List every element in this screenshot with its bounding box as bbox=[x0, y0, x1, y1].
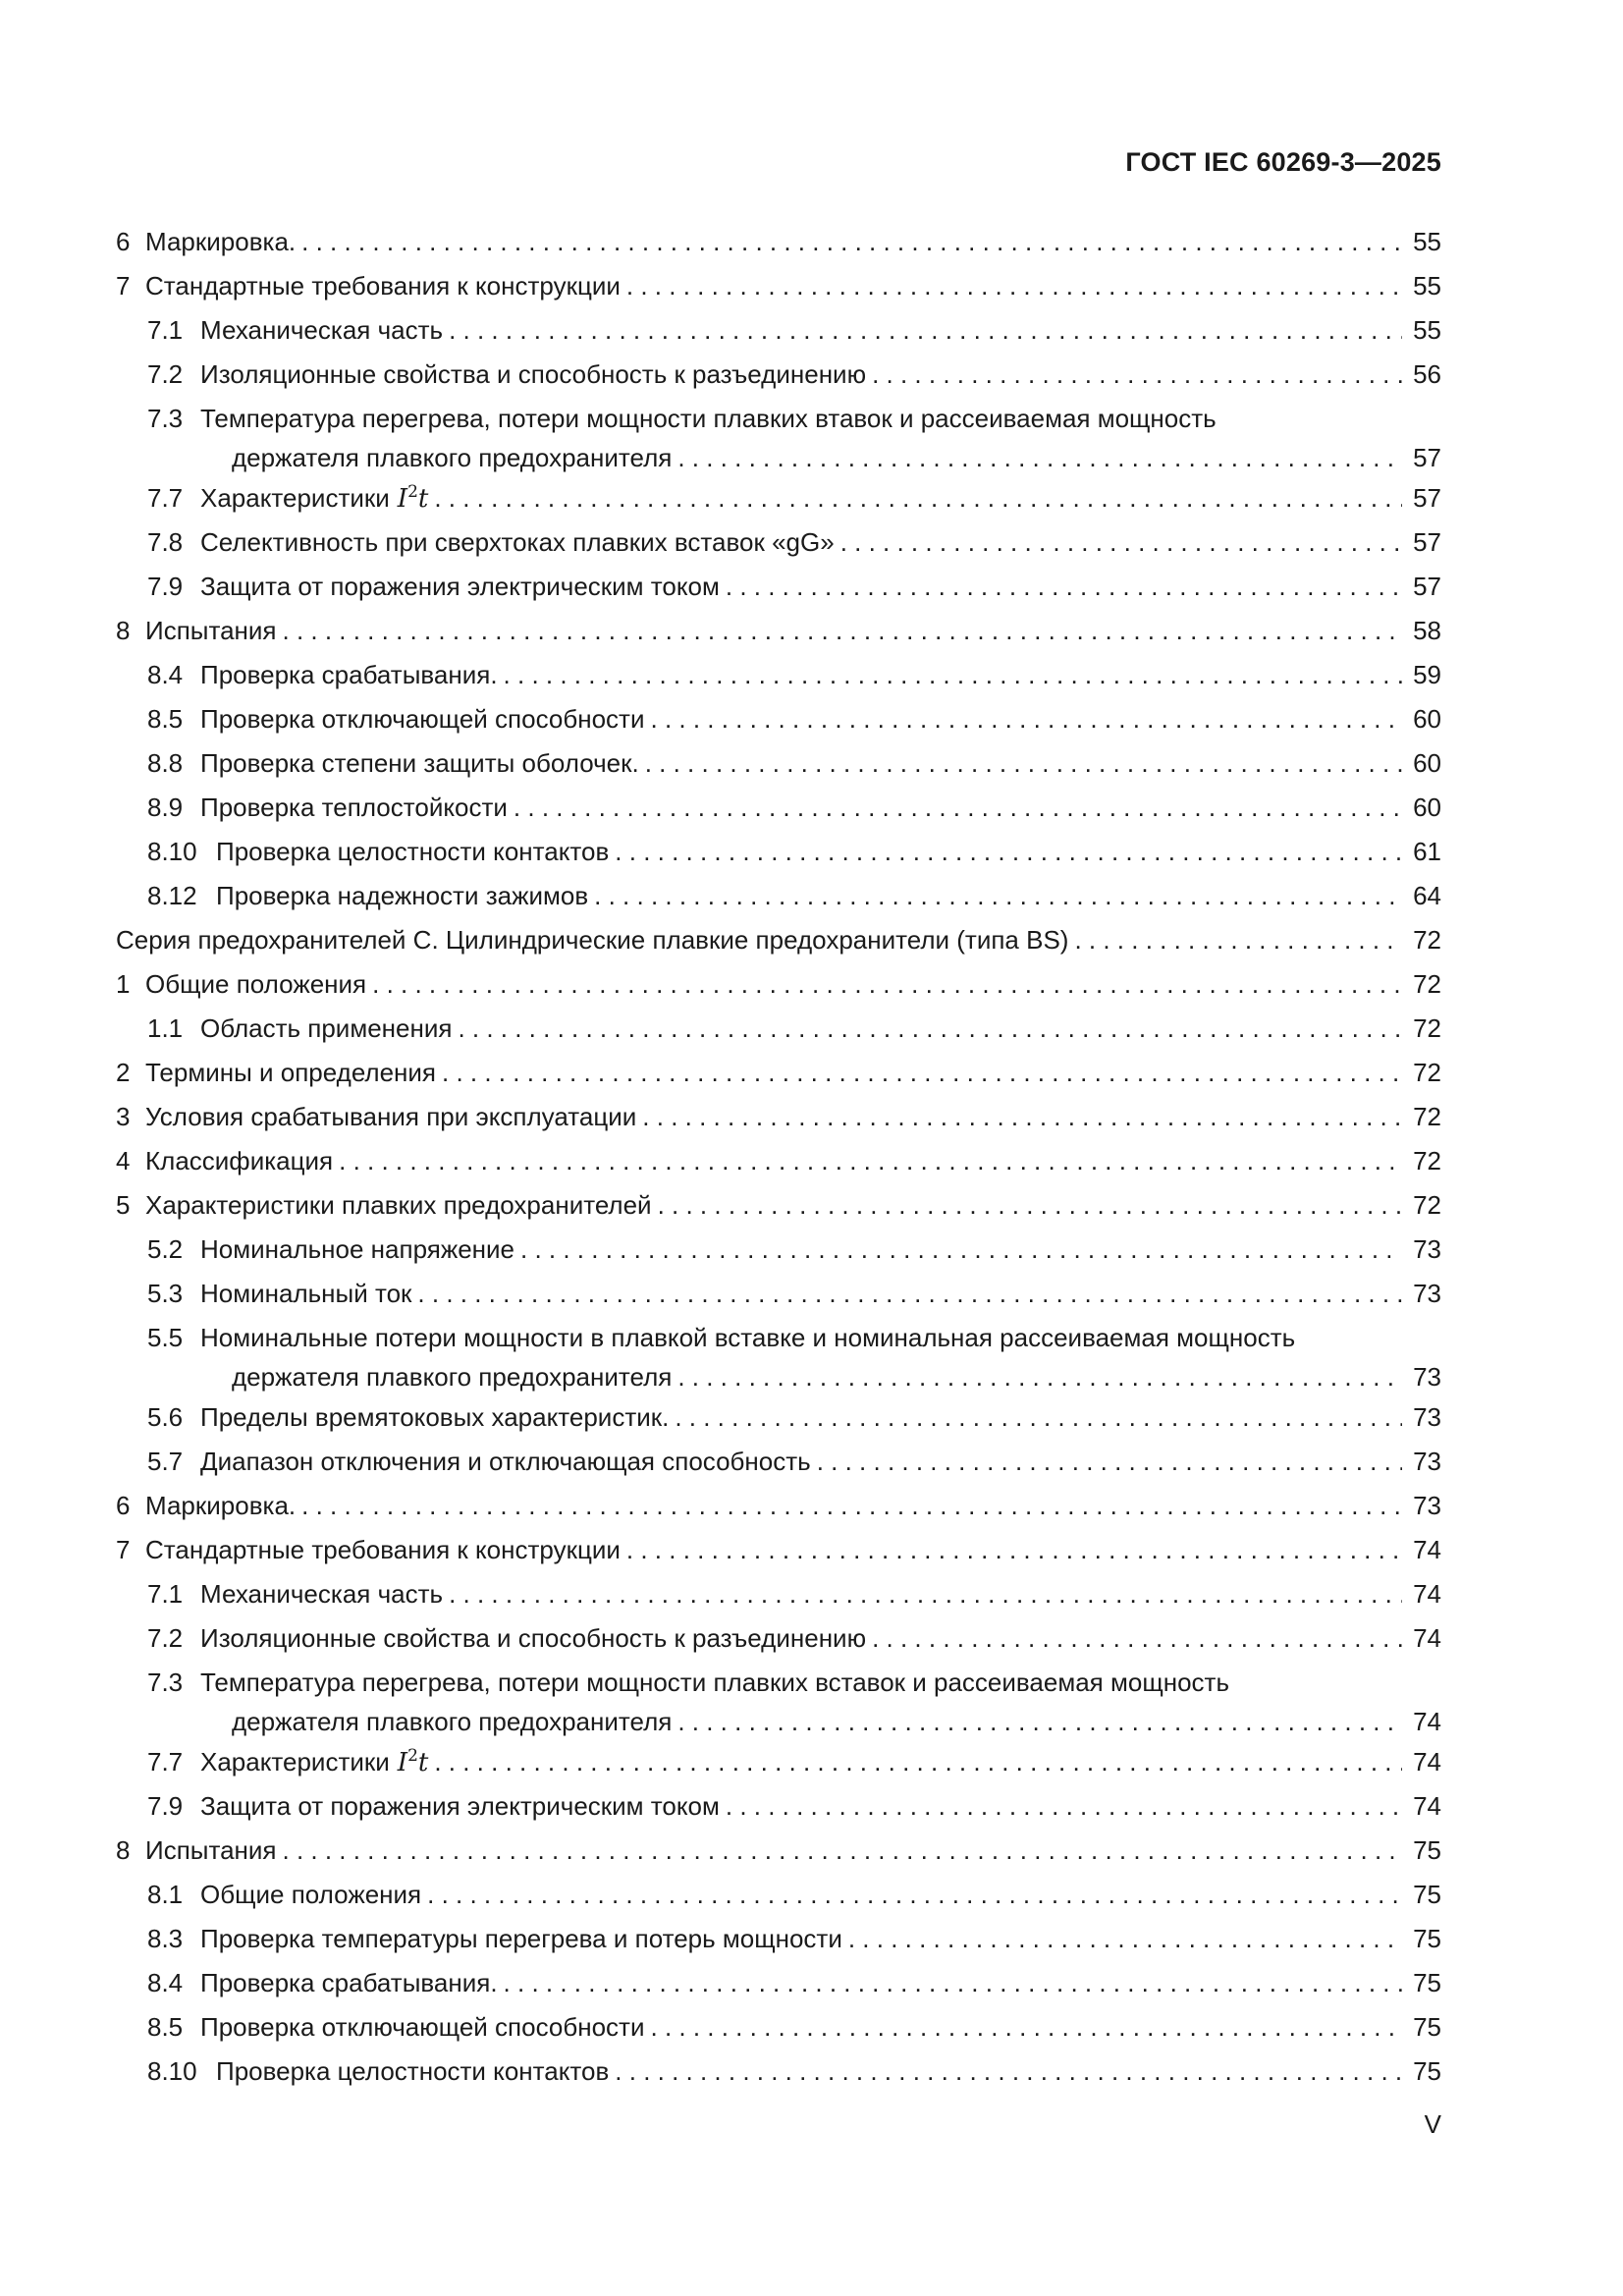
toc-entry-page: 73 bbox=[1413, 1447, 1441, 1476]
toc-entry-number: 6 bbox=[116, 1491, 131, 1520]
toc-entry-title: Условия срабатывания при эксплуатации bbox=[145, 1102, 637, 1131]
dot-leader bbox=[1074, 920, 1402, 959]
toc-entry-page: 57 bbox=[1413, 443, 1441, 472]
toc-entry-number: 8.10 bbox=[147, 2056, 197, 2086]
toc-entry-number: 6 bbox=[116, 227, 131, 256]
toc-entry-page: 58 bbox=[1413, 616, 1441, 645]
toc-entry bbox=[116, 1318, 1441, 1397]
toc-entry-page: 72 bbox=[1413, 1190, 1441, 1220]
toc-entry-title: держателя плавкого предохранителя bbox=[232, 1362, 673, 1392]
toc-entry bbox=[116, 743, 1441, 788]
toc-entry bbox=[116, 355, 1441, 399]
toc-entry bbox=[116, 1875, 1441, 1919]
toc-entry-title: Проверка отключающей способности bbox=[200, 704, 645, 734]
toc-entry-title: Серия предохранителей С. Цилиндрические плавкие предохранители (типа BS) bbox=[116, 925, 1069, 955]
toc-entry-number: 1.1 bbox=[147, 1013, 184, 1043]
toc-entry-title: Термины и определения bbox=[145, 1058, 437, 1087]
toc-entry-title: Общие положения bbox=[200, 1880, 422, 1909]
toc-entry-page: 73 bbox=[1413, 1491, 1441, 1520]
toc-entry-title: Испытания bbox=[145, 616, 277, 645]
dot-leader bbox=[615, 2051, 1402, 2091]
toc-entry bbox=[116, 1097, 1441, 1141]
dot-leader bbox=[514, 788, 1402, 827]
toc-entry bbox=[116, 964, 1441, 1009]
dot-leader bbox=[651, 699, 1403, 738]
toc-entry-title: Температура перегрева, потери мощности плавких вставок и рассеиваемая мощность bbox=[200, 1667, 1229, 1697]
dot-leader bbox=[840, 522, 1402, 562]
toc-entry-page: 73 bbox=[1413, 1234, 1441, 1264]
dot-leader bbox=[726, 1786, 1402, 1826]
toc-entry-title: Классификация bbox=[145, 1146, 334, 1175]
toc-entry-title: Номинальный ток bbox=[200, 1279, 412, 1308]
dot-leader bbox=[427, 1875, 1402, 1914]
toc-entry-title: Область применения bbox=[200, 1013, 453, 1043]
toc-entry-title: Селективность при сверхтоках плавких вставок «gG» bbox=[200, 527, 835, 557]
toc-entry-number: 7.9 bbox=[147, 1791, 184, 1821]
dot-leader bbox=[301, 1486, 1402, 1525]
toc-entry-page: 75 bbox=[1413, 1835, 1441, 1865]
toc-entry bbox=[116, 1574, 1441, 1618]
toc-entry-page: 74 bbox=[1413, 1791, 1441, 1821]
math-symbol: t bbox=[417, 484, 429, 514]
toc-entry bbox=[116, 222, 1441, 266]
dot-leader bbox=[449, 1574, 1402, 1613]
dot-leader bbox=[872, 1618, 1402, 1658]
toc-entry-title: Стандартные требования к конструкции bbox=[145, 1535, 621, 1564]
dot-leader bbox=[594, 876, 1402, 915]
toc-entry-number: 7 bbox=[116, 271, 131, 301]
toc-entry-page: 72 bbox=[1413, 1058, 1441, 1087]
table-of-contents bbox=[116, 222, 1441, 2096]
toc-entry-page: 55 bbox=[1413, 315, 1441, 345]
math-symbol: I bbox=[397, 1748, 408, 1777]
toc-entry-number: 7.1 bbox=[147, 315, 184, 345]
toc-entry-number: 8 bbox=[116, 616, 131, 645]
toc-entry-title: Проверка температуры перегрева и потерь мощности bbox=[200, 1924, 842, 1953]
toc-entry-title: Номинальное напряжение bbox=[200, 1234, 515, 1264]
toc-entry bbox=[116, 399, 1441, 478]
toc-entry-page: 73 bbox=[1413, 1279, 1441, 1308]
toc-entry bbox=[116, 1831, 1441, 1875]
toc-entry-page: 72 bbox=[1413, 925, 1441, 955]
toc-entry-title: Маркировка. bbox=[145, 227, 297, 256]
toc-entry bbox=[116, 1486, 1441, 1530]
toc-entry bbox=[116, 1230, 1441, 1274]
toc-entry-number: 5.5 bbox=[147, 1323, 184, 1352]
toc-entry-page: 72 bbox=[1413, 1013, 1441, 1043]
toc-entry-number: 7.7 bbox=[147, 1747, 184, 1777]
toc-entry-number: 8.1 bbox=[147, 1880, 184, 1909]
dot-leader bbox=[817, 1442, 1402, 1481]
toc-entry-page: 61 bbox=[1413, 837, 1441, 866]
toc-entry-number: 7.9 bbox=[147, 572, 184, 601]
toc-entry-title: Характеристики плавких предохранителей bbox=[145, 1190, 652, 1220]
dot-leader bbox=[726, 567, 1402, 606]
toc-entry-title: Проверка степени защиты оболочек. bbox=[200, 748, 639, 778]
toc-entry-number: 8.8 bbox=[147, 748, 184, 778]
toc-entry bbox=[116, 522, 1441, 567]
toc-entry-title: Изоляционные свойства и способность к разъединению bbox=[200, 1623, 867, 1653]
toc-entry-number: 4 bbox=[116, 1146, 131, 1175]
toc-entry-page: 60 bbox=[1413, 793, 1441, 822]
toc-entry-page: 74 bbox=[1413, 1747, 1441, 1777]
toc-entry-title: Проверка теплостойкости bbox=[200, 793, 508, 822]
toc-entry-number: 8.5 bbox=[147, 2012, 184, 2042]
toc-entry bbox=[116, 1397, 1441, 1442]
dot-leader bbox=[283, 611, 1403, 650]
dot-leader bbox=[339, 1141, 1402, 1180]
dot-leader bbox=[626, 266, 1402, 305]
page-number: V bbox=[1424, 2109, 1441, 2139]
toc-entry-page: 60 bbox=[1413, 704, 1441, 734]
toc-entry-title: Проверка срабатывания. bbox=[200, 1968, 498, 1997]
toc-entry bbox=[116, 1663, 1441, 1742]
toc-entry bbox=[116, 1742, 1441, 1786]
toc-entry-number: 7.8 bbox=[147, 527, 184, 557]
toc-entry-page: 55 bbox=[1413, 227, 1441, 256]
toc-entry-page: 74 bbox=[1413, 1707, 1441, 1736]
toc-entry-number: 5.7 bbox=[147, 1447, 184, 1476]
toc-entry bbox=[116, 1618, 1441, 1663]
toc-entry-page: 72 bbox=[1413, 1146, 1441, 1175]
dot-leader bbox=[504, 1963, 1402, 2002]
dot-leader bbox=[301, 222, 1402, 261]
toc-entry bbox=[116, 1274, 1441, 1318]
toc-entry-page: 73 bbox=[1413, 1362, 1441, 1392]
math-superscript: 2 bbox=[407, 482, 418, 502]
toc-entry bbox=[116, 567, 1441, 611]
toc-entry-page: 56 bbox=[1413, 359, 1441, 389]
toc-entry-number: 8.4 bbox=[147, 660, 184, 689]
toc-entry-title: Механическая часть bbox=[200, 1579, 444, 1609]
toc-entry-page: 72 bbox=[1413, 969, 1441, 999]
page-header: ГОСТ IEC 60269-3—2025 bbox=[1125, 147, 1441, 177]
dot-leader bbox=[520, 1230, 1402, 1269]
dot-leader bbox=[675, 1397, 1402, 1437]
toc-entry-title: Проверка срабатывания. bbox=[200, 660, 498, 689]
toc-entry-number: 8.5 bbox=[147, 704, 184, 734]
dot-leader bbox=[872, 355, 1402, 394]
toc-entry-title: Пределы времятоковых характеристик. bbox=[200, 1402, 670, 1432]
toc-entry-number: 3 bbox=[116, 1102, 131, 1131]
toc-entry-page: 72 bbox=[1413, 1102, 1441, 1131]
dot-leader bbox=[642, 1097, 1402, 1136]
toc-entry-title: Характеристики bbox=[200, 483, 390, 513]
toc-entry-title: Температура перегрева, потери мощности плавких втавок и рассеиваемая мощность bbox=[200, 404, 1217, 433]
toc-entry-title: Проверка целостности контактов bbox=[216, 2056, 610, 2086]
dot-leader bbox=[417, 1274, 1402, 1313]
toc-entry bbox=[116, 1053, 1441, 1097]
toc-entry-number: 7.3 bbox=[147, 1667, 184, 1697]
toc-entry bbox=[116, 310, 1441, 355]
toc-entry-page: 74 bbox=[1413, 1579, 1441, 1609]
toc-entry-number: 8.10 bbox=[147, 837, 197, 866]
toc-entry-page: 75 bbox=[1413, 2056, 1441, 2086]
toc-entry-title: Маркировка. bbox=[145, 1491, 297, 1520]
toc-entry-number: 7.7 bbox=[147, 483, 184, 513]
toc-entry-page: 75 bbox=[1413, 1880, 1441, 1909]
toc-entry-number: 5.2 bbox=[147, 1234, 184, 1264]
toc-entry-title: Общие положения bbox=[145, 969, 367, 999]
toc-entry-title: держателя плавкого предохранителя bbox=[232, 443, 673, 472]
toc-entry-page: 74 bbox=[1413, 1623, 1441, 1653]
dot-leader bbox=[651, 2007, 1403, 2047]
math-formula bbox=[398, 479, 429, 519]
dot-leader bbox=[658, 1185, 1402, 1225]
toc-entry-title: Испытания bbox=[145, 1835, 277, 1865]
dot-leader bbox=[449, 310, 1402, 350]
toc-entry-page: 55 bbox=[1413, 271, 1441, 301]
dot-leader bbox=[458, 1009, 1402, 1048]
dot-leader bbox=[283, 1831, 1403, 1870]
toc-entry-title: Механическая часть bbox=[200, 315, 444, 345]
toc-entry bbox=[116, 1009, 1441, 1053]
toc-entry-page: 75 bbox=[1413, 2012, 1441, 2042]
toc-entry-page: 60 bbox=[1413, 748, 1441, 778]
toc-entry-title: Защита от поражения электрическим током bbox=[200, 572, 720, 601]
dot-leader bbox=[442, 1053, 1402, 1092]
math-symbol: I bbox=[397, 484, 408, 514]
toc-entry bbox=[116, 876, 1441, 920]
toc-entry-page: 57 bbox=[1413, 572, 1441, 601]
toc-entry bbox=[116, 478, 1441, 522]
math-formula bbox=[398, 1743, 429, 1782]
math-superscript: 2 bbox=[407, 1746, 418, 1766]
toc-entry-number: 7.2 bbox=[147, 359, 184, 389]
toc-entry-title: Проверка целостности контактов bbox=[216, 837, 610, 866]
toc-entry bbox=[116, 2051, 1441, 2096]
toc-entry-number: 5 bbox=[116, 1190, 131, 1220]
toc-entry bbox=[116, 655, 1441, 699]
toc-entry-title: Стандартные требования к конструкции bbox=[145, 271, 621, 301]
toc-entry-page: 57 bbox=[1413, 483, 1441, 513]
toc-entry-title: Диапазон отключения и отключающая способность bbox=[200, 1447, 811, 1476]
toc-entry-title: Проверка отключающей способности bbox=[200, 2012, 645, 2042]
toc-entry bbox=[116, 1442, 1441, 1486]
dot-leader bbox=[434, 1742, 1402, 1781]
toc-entry-page: 59 bbox=[1413, 660, 1441, 689]
toc-entry-page: 75 bbox=[1413, 1968, 1441, 1997]
dot-leader bbox=[504, 655, 1402, 694]
toc-entry-number: 5.3 bbox=[147, 1279, 184, 1308]
dot-leader bbox=[434, 478, 1402, 518]
dot-leader bbox=[677, 1357, 1402, 1396]
dot-leader bbox=[645, 743, 1402, 783]
toc-entry-number: 8.3 bbox=[147, 1924, 184, 1953]
toc-entry bbox=[116, 2007, 1441, 2051]
toc-entry-number: 7.1 bbox=[147, 1579, 184, 1609]
toc-entry-number: 8.12 bbox=[147, 881, 197, 910]
toc-entry-number: 2 bbox=[116, 1058, 131, 1087]
toc-entry bbox=[116, 1919, 1441, 1963]
toc-entry-number: 7.2 bbox=[147, 1623, 184, 1653]
dot-leader bbox=[677, 1702, 1402, 1741]
toc-entry-title: Характеристики bbox=[200, 1747, 390, 1777]
toc-entry-number: 7 bbox=[116, 1535, 131, 1564]
toc-entry bbox=[116, 1141, 1441, 1185]
toc-entry bbox=[116, 788, 1441, 832]
dot-leader bbox=[372, 964, 1402, 1004]
dot-leader bbox=[626, 1530, 1402, 1569]
toc-entry-number: 8 bbox=[116, 1835, 131, 1865]
toc-entry bbox=[116, 1185, 1441, 1230]
toc-entry-number: 1 bbox=[116, 969, 131, 999]
toc-entry-page: 73 bbox=[1413, 1402, 1441, 1432]
dot-leader bbox=[677, 438, 1402, 477]
toc-entry bbox=[116, 266, 1441, 310]
toc-entry-number: 5.6 bbox=[147, 1402, 184, 1432]
toc-entry-number: 7.3 bbox=[147, 404, 184, 433]
toc-entry-page: 74 bbox=[1413, 1535, 1441, 1564]
toc-entry-page: 64 bbox=[1413, 881, 1441, 910]
toc-entry bbox=[116, 1530, 1441, 1574]
toc-entry-page: 57 bbox=[1413, 527, 1441, 557]
math-symbol: t bbox=[417, 1748, 429, 1777]
toc-entry-title: держателя плавкого предохранителя bbox=[232, 1707, 673, 1736]
toc-entry bbox=[116, 611, 1441, 655]
toc-entry bbox=[116, 1786, 1441, 1831]
toc-entry bbox=[116, 920, 1441, 964]
toc-entry-title: Проверка надежности зажимов bbox=[216, 881, 589, 910]
toc-entry-page: 75 bbox=[1413, 1924, 1441, 1953]
toc-entry bbox=[116, 699, 1441, 743]
dot-leader bbox=[615, 832, 1402, 871]
toc-entry-title: Номинальные потери мощности в плавкой вставке и номинальная рассеиваемая мощность bbox=[200, 1323, 1296, 1352]
toc-entry-number: 8.9 bbox=[147, 793, 184, 822]
toc-entry-title: Защита от поражения электрическим током bbox=[200, 1791, 720, 1821]
toc-entry-number: 8.4 bbox=[147, 1968, 184, 1997]
toc-entry bbox=[116, 1963, 1441, 2007]
toc-entry-title: Изоляционные свойства и способность к разъединению bbox=[200, 359, 867, 389]
toc-entry bbox=[116, 832, 1441, 876]
dot-leader bbox=[848, 1919, 1402, 1958]
